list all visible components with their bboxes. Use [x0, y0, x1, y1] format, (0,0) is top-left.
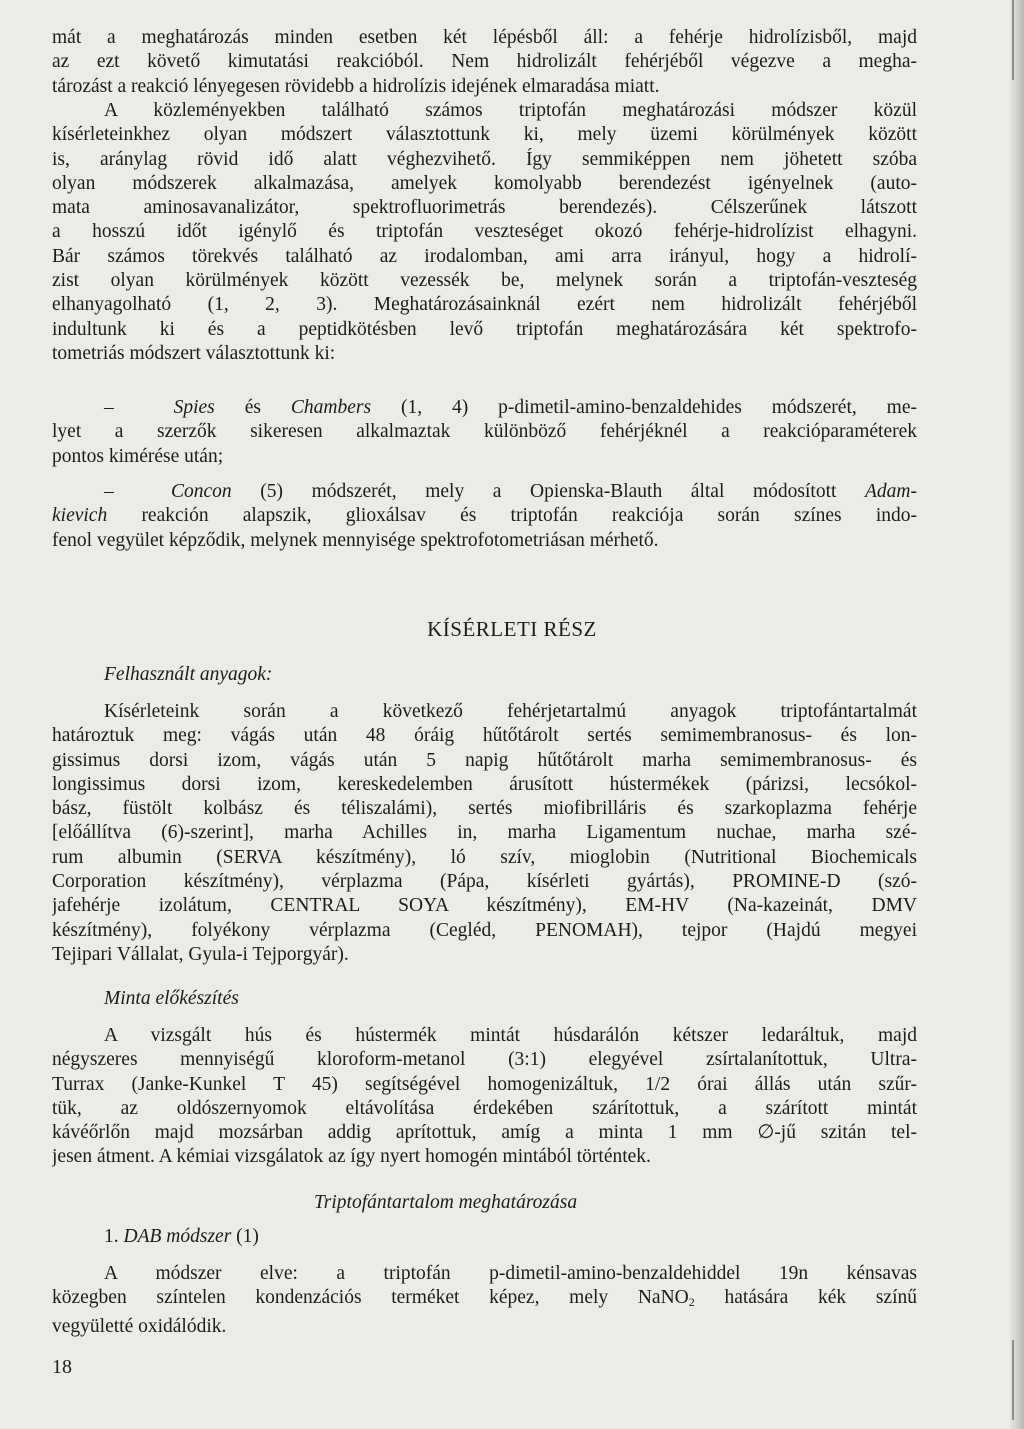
- text-line: vegyületté oxidálódik.: [52, 1315, 227, 1337]
- author-name: Adam-: [865, 481, 917, 502]
- text-line: négyszeres mennyiségű kloroform-metanol (3:1) elegyével zsírtalanítottuk, Ultra-: [52, 1049, 917, 1071]
- page-edge-shadow: [1010, 0, 1024, 1429]
- page-edge-line: [1012, 1340, 1014, 1420]
- text-line: longissimus dorsi izom, kereskedelemben árusított hústermékek (párizsi, lecsókol-: [52, 773, 917, 795]
- text-line: Bár számos törekvés található az irodalomban, ami arra irányul, hogy a hidrolí-: [52, 245, 917, 267]
- text-line: A vizsgált hús és hústermék mintát húsdarálón kétszer ledaráltuk, majd: [104, 1025, 917, 1046]
- text-line: mát a meghatározás minden esetben két lépésből áll: a fehérje hidrolízisből, majd: [52, 27, 917, 48]
- text-line: tározást a reakció lényegesen rövidebb a hidrolízis idejének elmaradása miatt.: [52, 75, 660, 97]
- text-line: A módszer elve: a triptofán p-dimetil-amino-benzaldehiddel 19n kénsavas: [104, 1263, 917, 1284]
- text-line: tometriás módszert választottunk ki:: [52, 342, 336, 364]
- text-fragment: hatására kék színű: [694, 1287, 917, 1309]
- text-line: olyan módszerek alkalmazása, amelyek komolyabb berendezést igényelnek (auto-: [52, 172, 917, 194]
- text-line: [előállítva (6)-szerint], marha Achilles in, marha Ligamentum nuchae, marha szé-: [52, 822, 917, 844]
- text-fragment: közegben színtelen kondenzációs terméket képez, mely NaNO: [52, 1287, 689, 1309]
- method-number: 1.: [104, 1226, 119, 1247]
- text-line: kísérleteinkhez olyan módszert választottunk ki, mely üzemi körülmények között: [52, 124, 917, 146]
- section-heading: KÍSÉRLETI RÉSZ: [427, 617, 597, 641]
- text-line: jesen átment. A kémiai vizsgálatok az így nyert homogén mintából történtek.: [52, 1146, 651, 1168]
- text-fragment: reakción alapszik, glioxálsav és triptofán reakciója során színes indo-: [141, 505, 917, 527]
- text-fragment: (1, 4) p-dimetil-amino-benzaldehides módszerét, me-: [400, 397, 917, 418]
- subsection-title: Minta előkészítés: [104, 988, 239, 1009]
- bullet-dash: –: [104, 397, 114, 418]
- text-line: pontos kimérése után;: [52, 445, 224, 467]
- text-line: [52, 1286, 917, 1314]
- text-line: elhanyagolható (1, 2, 3). Meghatározásainknál ezért nem hidrolizált fehérjéből: [52, 294, 917, 316]
- text-line: indultunk ki és a peptidkötésben levő triptofán meghatározására két spektrofo-: [52, 318, 917, 340]
- text-line: határoztuk meg: vágás után 48 óráig hűtőtárolt sertés semimembranosus- és lon-: [52, 725, 917, 747]
- sample-prep-paragraph: [52, 1024, 917, 1170]
- bullet-concon: [52, 480, 917, 553]
- text-line: [52, 504, 917, 528]
- text-line: gissimus dorsi izom, vágás után 5 napig hűtőtárolt marha semimembranosus- és: [52, 749, 917, 771]
- intro-paragraph: [52, 26, 917, 99]
- text-line: a hosszú időt igénylő és triptofán veszteséget okozó fehérje-hidrolízist elhagyni.: [52, 221, 917, 243]
- text-line: Turrax (Janke-Kunkel T 45) segítségével homogenizáltuk, 1/2 órai állás után szűr-: [52, 1073, 917, 1095]
- text-line: zist olyan körülmények között vezessék be, melynek során a triptofán-veszteség: [52, 270, 917, 292]
- subscript: 2: [688, 1295, 695, 1310]
- text-line: [52, 396, 917, 420]
- text-line: [52, 480, 917, 504]
- method-heading: [104, 1226, 259, 1248]
- text-line: az ezt követő kimutatási reakcióból. Nem hidrolizált fehérjéből végezve a megha-: [52, 51, 917, 73]
- text-line: Corporation készítmény), vérplazma (Pápa, kísérleti gyártás), PROMINE-D (szó-: [52, 871, 917, 893]
- author-name: Concon: [170, 481, 232, 502]
- text-line: lyet a szerzők sikeresen alkalmaztak különböző fehérjéknél a reakcióparaméterek: [52, 421, 917, 443]
- text-line: A közleményekben található számos triptofán meghatározási módszer közül: [104, 100, 917, 121]
- text-line: tük, az oldószernyomok eltávolítása érdekében szárítottuk, a szárított mintát: [52, 1097, 917, 1119]
- bullet-dash: –: [104, 481, 114, 502]
- text-line: Kísérleteink során a következő fehérjetartalmú anyagok triptofántartalmát: [104, 701, 917, 722]
- method-name: DAB módszer: [123, 1226, 232, 1247]
- methods-paragraph: [52, 99, 917, 366]
- text-line: is, aránylag rövid idő alatt véghezvihető. Így semmiképpen nem jöhetett szóba: [52, 148, 917, 170]
- text-line: készítmény), folyékony vérplazma (Cegléd, PENOMAH), tejpor (Hajdú megyei: [52, 919, 917, 941]
- author-name: Spies: [173, 397, 215, 418]
- text-line: rum albumin (SERVA készítmény), ló szív, mioglobin (Nutritional Biochemicals: [52, 846, 917, 868]
- page-number: 18: [52, 1356, 72, 1378]
- method-reference: (1): [236, 1226, 259, 1247]
- page-edge-line: [1012, 0, 1014, 80]
- text-line: kávéőrlőn majd mozsárban addig aprítottuk, amíg a minta 1 mm ∅-jű szitán tel-: [52, 1122, 917, 1144]
- author-name: Chambers: [290, 397, 372, 418]
- text-line: bász, füstölt kolbász és téliszalámi), sertés miofibrilláris és szarkoplazma fehérje: [52, 798, 917, 820]
- text-line: jafehérje izolátum, CENTRAL SOYA készítmény), EM-HV (Na-kazeinát, DMV: [52, 895, 917, 917]
- bullet-spies-chambers: [52, 396, 917, 469]
- materials-paragraph: [52, 700, 917, 967]
- subsection-title: Felhasznált anyagok:: [104, 664, 273, 685]
- author-name: kievich: [52, 505, 108, 527]
- conjunction: és: [244, 397, 261, 418]
- text-line: Tejipari Vállalat, Gyula-i Tejporgyár).: [52, 943, 349, 965]
- text-line: fenol vegyület képződik, melynek mennyisége spektrofotometriásan mérhető.: [52, 529, 659, 551]
- subsection-title: Triptofántartalom meghatározása: [314, 1192, 578, 1213]
- text-fragment: (5) módszerét, mely a Opienska-Blauth által módosított: [260, 481, 837, 502]
- text-line: mata aminosavanalizátor, spektrofluorimetrás berendezés). Célszerűnek látszott: [52, 197, 917, 219]
- principle-paragraph: [52, 1262, 917, 1339]
